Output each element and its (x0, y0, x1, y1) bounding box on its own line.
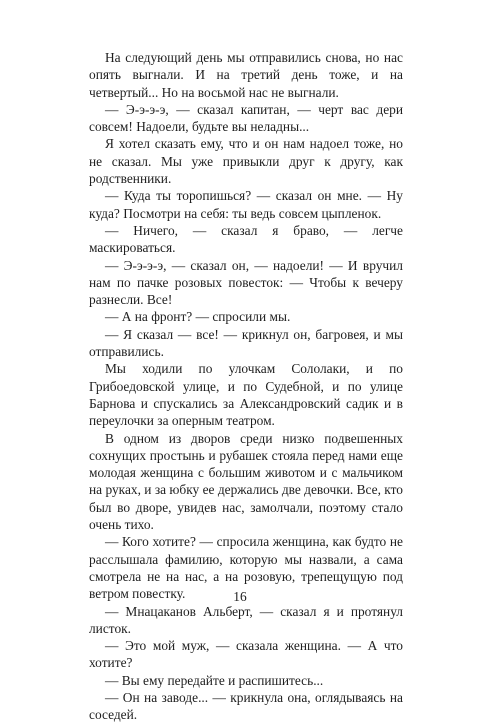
paragraph: Мы ходили по улочкам Сололаки, и по Грибоедовской улице, и по Судебной, и по улице Барнова и спускались за Александровский садик и в переулочки за оперным театром. (89, 361, 403, 429)
paragraph: В одном из дворов среди низко подвешенных сохнущих простынь и рубашек стояла перед нами еще молодая женщина с большим животом и с мальчиком на руках, и за юбку ее держались две девочки. Все, кто был во дворе, увидев нас, замолчали, поэтому стало очень тихо. (89, 430, 403, 533)
paragraph: — Куда ты торопишься? — сказал он мне. — Ну куда? Посмотри на себя: ты ведь совсем цыпленок. (89, 188, 403, 221)
paragraph: На следующий день мы отправились снова, но нас опять выгнали. И на третий день тоже, и на четвертый... Но на восьмой нас не выгнали. (89, 50, 403, 100)
paragraph: — А на фронт? — спросили мы. (105, 309, 291, 325)
paragraph: — Мнацаканов Альберт, — сказал я и протянул листок. (89, 603, 403, 636)
paragraph: — Э-э-э-э, — сказал он, — надоели! — И вручил нам по пачке розовых повесток: — Чтобы к вечеру разнесли. Все! (89, 257, 403, 308)
paragraph: — Ничего, — сказал я браво, — легче маскироваться. (89, 222, 403, 256)
paragraph: — Я сказал — все! — крикнул он, багровея, и мы отправились. (89, 326, 403, 360)
paragraph: — Кого хотите? — спросила женщина, как будто не расслышала фамилию, которую мы назвали, а сама смотрела не на нас, а на розовую, трепещущую под ветром повестку. (89, 534, 403, 602)
paragraph: — Он на заводе... — крикнула она, оглядываясь на соседей. (89, 689, 403, 723)
paragraph: Я хотел сказать ему, что и он нам надоел тоже, но не сказал. Мы уже привыкли друг к другу, как родственники. (89, 136, 403, 187)
paragraph: — Это мой муж, — сказала женщина. — А что хотите? (89, 638, 403, 671)
paragraph: — Вы ему передайте и распишитесь... (105, 672, 324, 688)
page-number: 16 (233, 589, 247, 604)
body-text (89, 49, 403, 724)
paragraph: — Э-э-э-э, — сказал капитан, — черт вас дери совсем! Надоели, будьте вы неладны... (89, 101, 403, 135)
